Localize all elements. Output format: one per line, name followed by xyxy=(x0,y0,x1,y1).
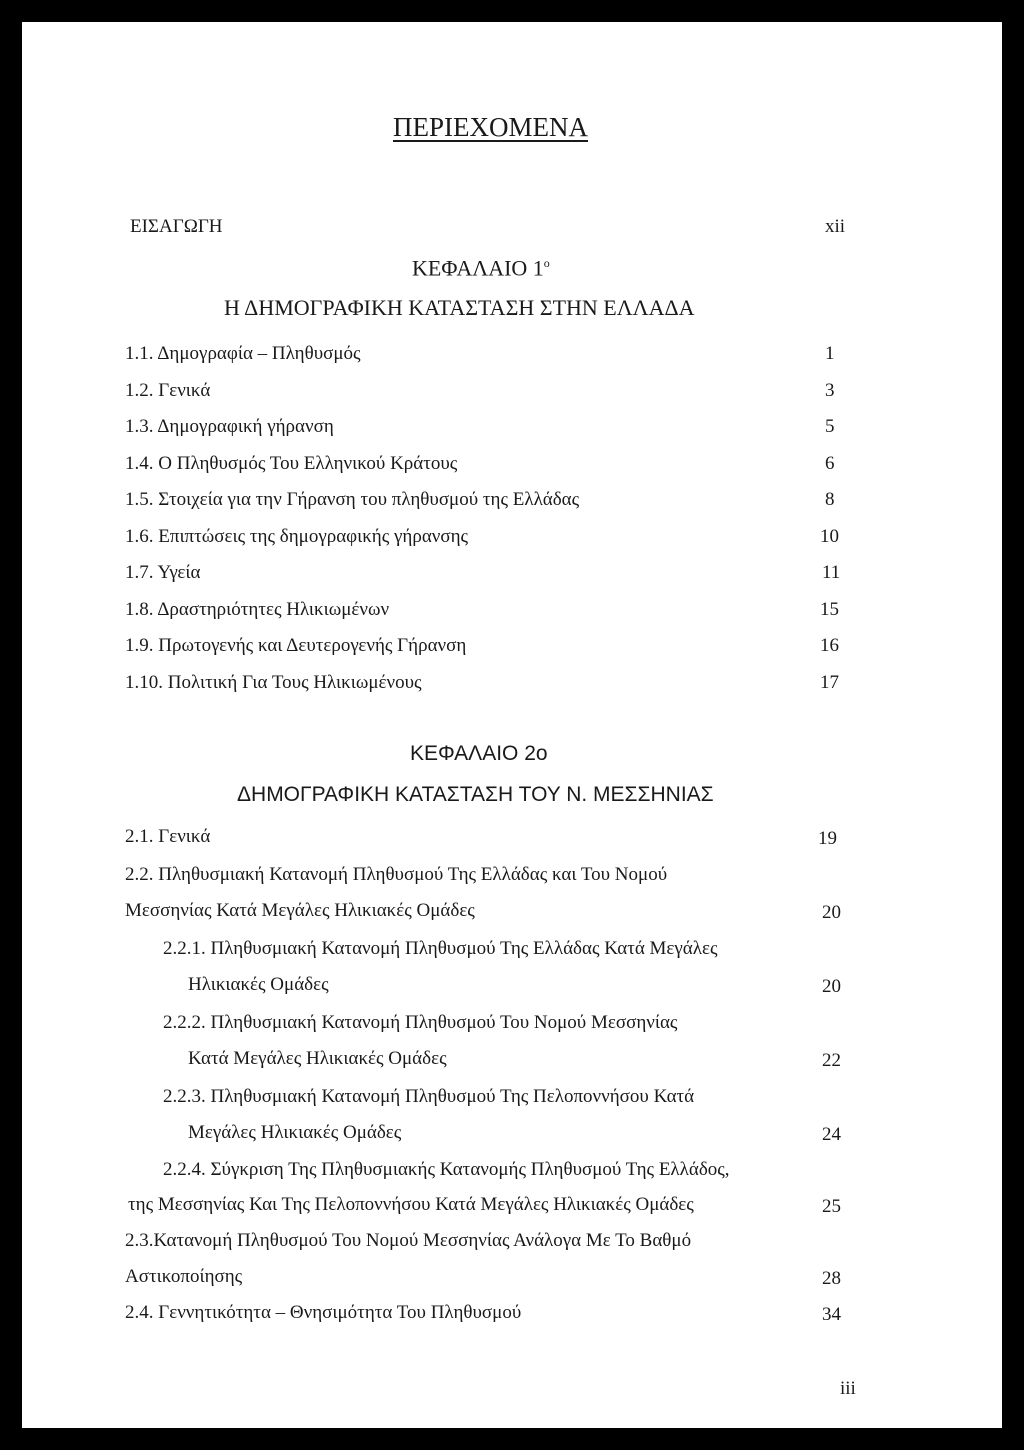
toc-page-1-1: 1 xyxy=(825,343,835,364)
toc-entry-2-2-2-line2: Κατά Μεγάλες Ηλικιακές Ομάδες xyxy=(188,1048,447,1069)
toc-page-1-9: 16 xyxy=(820,635,839,656)
toc-page-1-2: 3 xyxy=(825,380,835,401)
toc-page-1-6: 10 xyxy=(820,526,839,547)
chapter2-subtitle: ΔΗΜΟΓΡΑΦΙΚΗ ΚΑΤΑΣΤΑΣΗ ΤΟΥ Ν. ΜΕΣΣΗΝΙΑΣ xyxy=(237,783,714,806)
toc-page-2-2-3: 24 xyxy=(822,1124,841,1145)
chapter1-subtitle: Η ΔΗΜΟΓΡΑΦΙΚΗ ΚΑΤΑΣΤΑΣΗ ΣΤΗΝ ΕΛΛΑΔΑ xyxy=(224,295,695,320)
toc-entry-2-2-4-line2: της Μεσσηνίας Και Της Πελοποννήσου Κατά Μεγάλες Ηλικιακές Ομάδες xyxy=(128,1194,694,1215)
toc-entry-2-2-1-line1: 2.2.1. Πληθυσμιακή Κατανομή Πληθυσμού Της Ελλάδας Κατά Μεγάλες xyxy=(163,938,718,959)
toc-entry-2-2-3-line1: 2.2.3. Πληθυσμιακή Κατανομή Πληθυσμού Της Πελοποννήσου Κατά xyxy=(163,1086,695,1107)
toc-entry-1-7: 1.7. Υγεία xyxy=(125,562,201,583)
toc-entry-1-5: 1.5. Στοιχεία για την Γήρανση του πληθυσμού της Ελλάδας xyxy=(125,489,580,510)
toc-entry-2-2-2-line1: 2.2.2. Πληθυσμιακή Κατανομή Πληθυσμού Του Νομού Μεσσηνίας xyxy=(163,1012,678,1033)
page-number: iii xyxy=(840,1378,856,1399)
toc-entry-1-2: 1.2. Γενικά xyxy=(125,380,211,401)
toc-entry-1-8: 1.8. Δραστηριότητες Ηλικιωμένων xyxy=(125,599,390,620)
document-page xyxy=(22,22,1002,1428)
toc-page-1-7: 11 xyxy=(822,562,841,583)
intro-page: xii xyxy=(825,216,846,237)
intro-label: ΕΙΣΑΓΩΓΗ xyxy=(130,216,223,237)
toc-entry-1-3: 1.3. Δημογραφική γήρανση xyxy=(125,416,334,437)
toc-entry-2-3-line2: Αστικοποίησης xyxy=(125,1266,243,1287)
chapter1-heading: ΚΕΦΑΛΑΙΟ $1^o$ xyxy=(412,255,550,281)
toc-page-2-3: 28 xyxy=(822,1268,841,1289)
toc-entry-2-2-4-line1: 2.2.4. Σύγκριση Της Πληθυσμιακής Κατανομής Πληθυσμού Της Ελλάδος, xyxy=(163,1159,730,1180)
toc-entry-2-4: 2.4. Γεννητικότητα – Θνησιμότητα Του Πληθυσμού xyxy=(125,1302,522,1323)
toc-entry-2-2-1-line2: Ηλικιακές Ομάδες xyxy=(188,974,329,995)
toc-page-2-2-4: 25 xyxy=(822,1196,841,1217)
toc-entry-1-1: 1.1. Δημογραφία – Πληθυσμός xyxy=(125,343,361,364)
toc-page-2-2: 20 xyxy=(822,902,841,923)
toc-page-1-4: 6 xyxy=(825,453,835,474)
toc-entry-2-3-line1: 2.3.Κατανομή Πληθυσμού Του Νομού Μεσσηνίας Ανάλογα Με Το Βαθμό xyxy=(125,1230,692,1251)
toc-entry-1-4: 1.4. Ο Πληθυσμός Του Ελληνικού Κράτους xyxy=(125,453,458,474)
toc-page-1-3: 5 xyxy=(825,416,835,437)
toc-page-1-10: 17 xyxy=(820,672,839,693)
chapter2-heading: ΚΕΦΑΛΑΙΟ 2ο xyxy=(410,742,548,765)
toc-entry-2-1: 2.1. Γενικά xyxy=(125,826,211,847)
toc-entry-2-2-3-line2: Μεγάλες Ηλικιακές Ομάδες xyxy=(188,1122,402,1143)
toc-entry-1-6: 1.6. Επιπτώσεις της δημογραφικής γήρανσης xyxy=(125,526,469,547)
toc-entry-1-9: 1.9. Πρωτογενής και Δευτερογενής Γήρανση xyxy=(125,635,467,656)
toc-entry-2-2-line2: Μεσσηνίας Κατά Μεγάλες Ηλικιακές Ομάδες xyxy=(125,900,475,921)
contents-title: ΠΕΡΙΕΧΟΜΕΝΑ xyxy=(393,112,588,142)
toc-page-2-2-1: 20 xyxy=(822,976,841,997)
toc-page-2-4: 34 xyxy=(822,1304,841,1325)
toc-page-2-1: 19 xyxy=(818,828,837,849)
toc-page-1-5: 8 xyxy=(825,489,835,510)
toc-page-1-8: 15 xyxy=(820,599,839,620)
toc-entry-2-2-line1: 2.2. Πληθυσμιακή Κατανομή Πληθυσμού Της Ελλάδας και Του Νομού xyxy=(125,864,668,885)
toc-page-2-2-2: 22 xyxy=(822,1050,841,1071)
toc-entry-1-10: 1.10. Πολιτική Για Τους Ηλικιωμένους xyxy=(125,672,422,693)
